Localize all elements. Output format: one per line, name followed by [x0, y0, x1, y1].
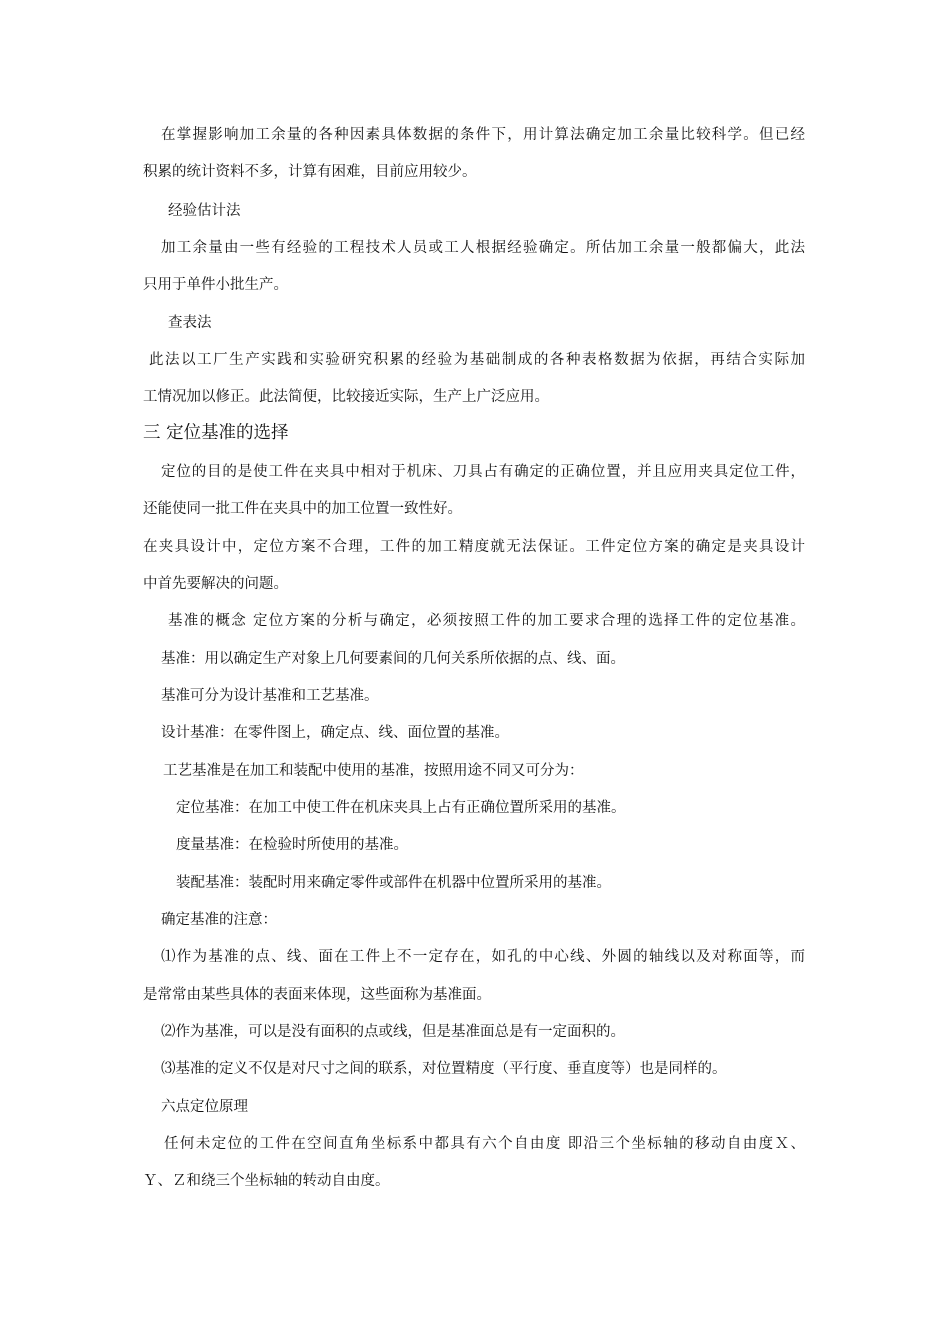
- paragraph-line: 积累的统计资料不多，计算有困难，目前应用较少。: [143, 164, 477, 180]
- paragraph-line: ⑶基准的定义不仅是对尺寸之间的联系，对位置精度（平行度、垂直度等）也是同样的。: [161, 1061, 727, 1077]
- paragraph-line: 还能使同一批工件在夹具中的加工位置一致性好。: [143, 501, 462, 517]
- paragraph-line: 中首先要解决的问题。: [143, 576, 288, 592]
- section-heading: 三 定位基准的选择: [143, 423, 289, 443]
- subheading: 六点定位原理: [161, 1099, 248, 1115]
- paragraph-line: 工艺基准是在加工和装配中使用的基准，按照用途不同又可分为：: [163, 763, 584, 779]
- paragraph-line: 确定基准的注意：: [161, 912, 277, 928]
- paragraph-line: 加工余量由一些有经验的工程技术人员或工人根据经验确定。所估加工余量一般都偏大，此法: [161, 240, 805, 256]
- subheading: 查表法: [168, 315, 212, 331]
- paragraph-line: 定位基准：在加工中使工件在机床夹具上占有正确位置所采用的基准。: [176, 800, 626, 816]
- paragraph-line: 度量基准：在检验时所使用的基准。: [176, 837, 408, 853]
- paragraph-line: 装配基准：装配时用来确定零件或部件在机器中位置所采用的基准。: [176, 875, 611, 891]
- paragraph-line: 工情况加以修正。此法简便，比较接近实际，生产上广泛应用。: [143, 389, 549, 405]
- paragraph-line: 基准可分为设计基准和工艺基准。: [161, 688, 379, 704]
- subheading: 经验估计法: [168, 203, 241, 219]
- paragraph-line: ⑵作为基准，可以是没有面积的点或线，但是基准面总是有一定面积的。: [161, 1024, 625, 1040]
- paragraph-line: 在掌握影响加工余量的各种因素具体数据的条件下，用计算法确定加工余量比较科学。但已经: [161, 127, 805, 143]
- paragraph-line: 只用于单件小批生产。: [143, 277, 288, 293]
- paragraph-line: 此法以工厂生产实践和实验研究积累的经验为基础制成的各种表格数据为依据，再结合实际加: [149, 352, 805, 368]
- paragraph-line: 基准的概念 定位方案的分析与确定，必须按照工件的加工要求合理的选择工件的定位基准。: [168, 613, 805, 629]
- paragraph-line: 定位的目的是使工件在夹具中相对于机床、刀具占有确定的正确位置，并且应用夹具定位工件，: [161, 464, 805, 480]
- paragraph-line: ⑴作为基准的点、线、面在工件上不一定存在，如孔的中心线、外圆的轴线以及对称面等，而: [161, 949, 805, 965]
- paragraph-line: 是常常由某些具体的表面来体现，这些面称为基准面。: [143, 987, 491, 1003]
- paragraph-line: 在夹具设计中，定位方案不合理，工件的加工精度就无法保证。工件定位方案的确定是夹具设计: [143, 539, 805, 555]
- paragraph-line: 基准：用以确定生产对象上几何要素间的几何关系所依据的点、线、面。: [161, 651, 625, 667]
- paragraph-line: 设计基准：在零件图上，确定点、线、面位置的基准。: [161, 725, 509, 741]
- paragraph-line: Ｙ、Ｚ和绕三个坐标轴的转动自由度。: [143, 1173, 390, 1189]
- paragraph-line: 任何未定位的工件在空间直角坐标系中都具有六个自由度 即沿三个坐标轴的移动自由度Ｘ、: [164, 1136, 805, 1152]
